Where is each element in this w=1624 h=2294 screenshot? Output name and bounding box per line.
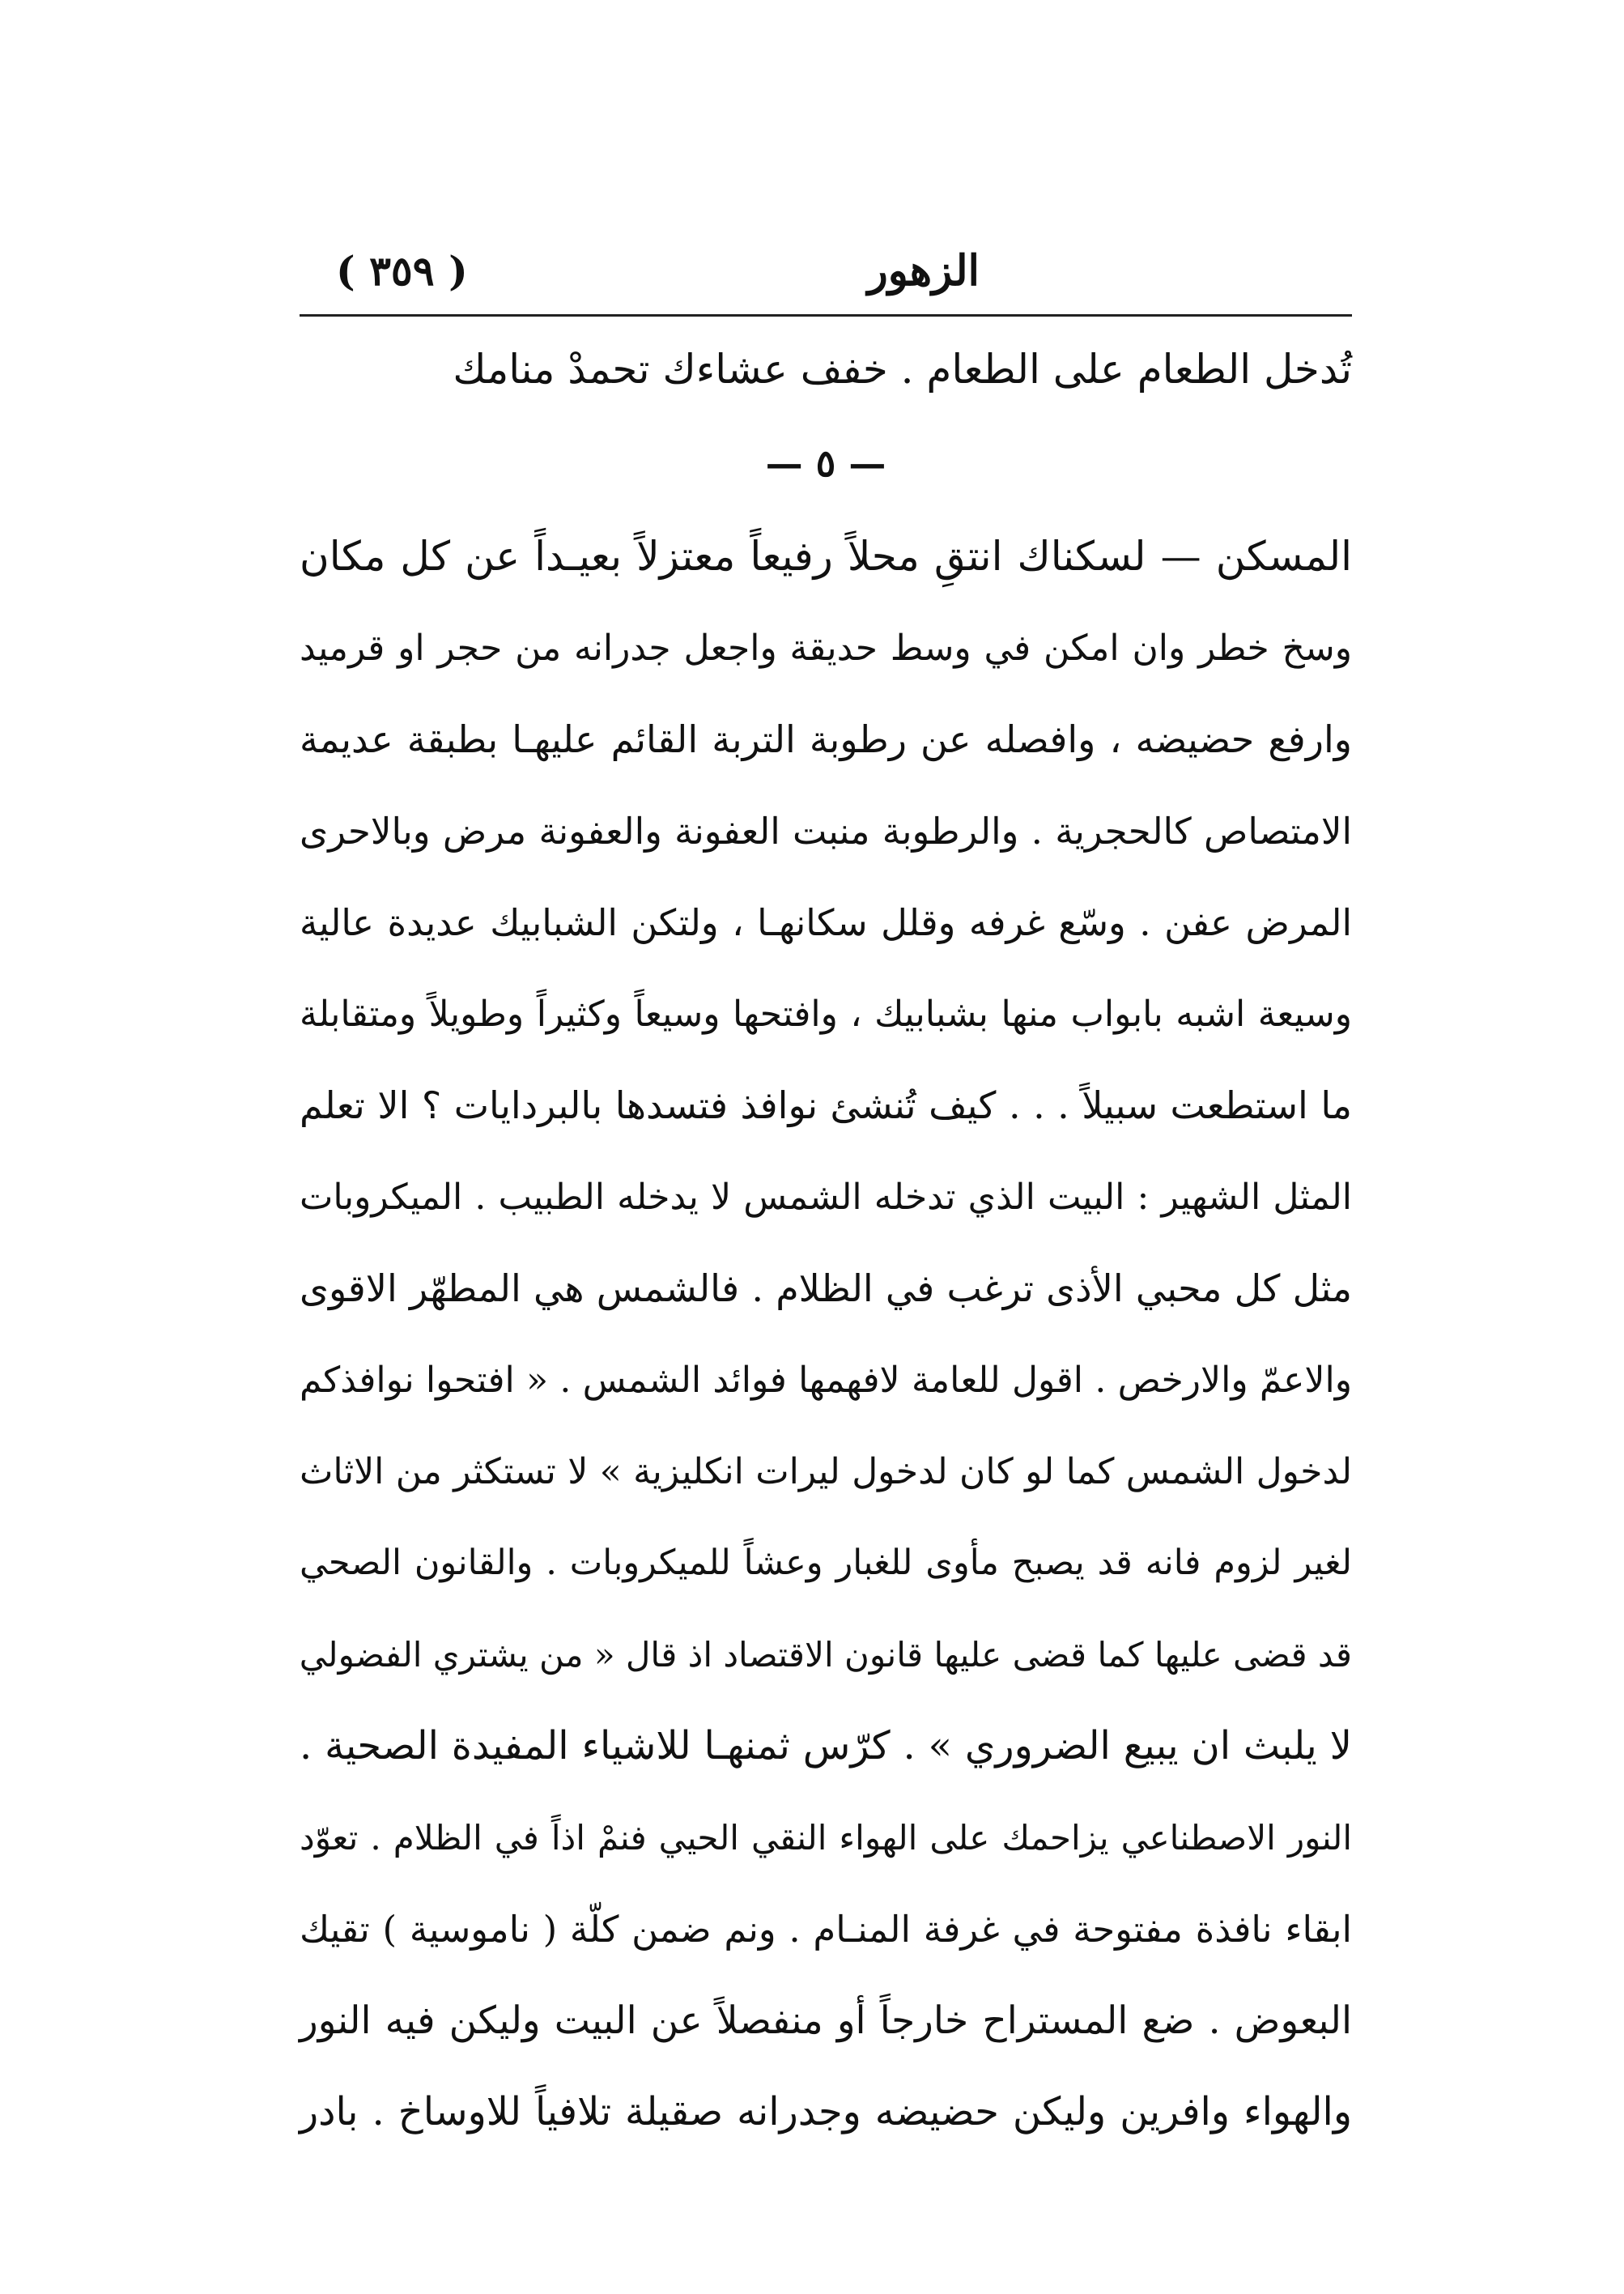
text-line: النور الاصطناعي يزاحمك على الهواء النقي الحيي فنمْ اذاً في الظلام . تعوّد: [300, 1818, 1352, 1858]
text-line: لدخول الشمس كما لو كان لدخول ليرات انكليزية » لا تستكثر من الاثاث: [300, 1451, 1352, 1492]
page-header: [300, 235, 1352, 308]
body-text: [300, 324, 1352, 2158]
text-line: ابقاء نافذة مفتوحة في غرفة المنـام . ونم ضمن كلّة ( ناموسية ) تقيك: [300, 1908, 1352, 1951]
text-line: المسكن — لسكناك انتقِ محلاً رفيعاً معتزلاً بعيـداً عن كل مكان: [300, 533, 1352, 580]
text-line: المثل الشهير : البيت الذي تدخله الشمس لا يدخله الطبيب . الميكروبات: [300, 1177, 1352, 1218]
text-line: والاعمّ والارخص . اقول للعامة لافهمها فوائد الشمس . « افتحوا نوافذكم: [300, 1360, 1352, 1401]
text-line: مثل كل محبي الأذى ترغب في الظلام . فالشمس هي المطهّر الاقوى: [300, 1266, 1352, 1310]
text-line: الامتصاص كالحجرية . والرطوبة منبت العفونة والعفونة مرض وبالاحرى: [300, 810, 1352, 853]
running-title: الزهور: [867, 246, 980, 296]
text-line: والهواء وافرين وليكن حضيضه وجدرانه صقيلة تلافياً للاوساخ . بادر: [300, 2089, 1352, 2134]
text-line: لا يلبث ان يبيع الضروري » . كرّس ثمنهـا للاشياء المفيدة الصحية .: [300, 1723, 1352, 1768]
section-number: — ٥ —: [765, 441, 886, 485]
text-line: البعوض . ضع المستراح خارجاً أو منفصلاً عن البيت وليكن فيه النور: [300, 1998, 1352, 2043]
text-line: قد قضى عليها كما قضى عليها قانون الاقتصاد اذ قال « من يشتري الفضولي: [299, 1635, 1352, 1675]
text-line: ما استطعت سبيلاً . . . كيف تُنشئ نوافذ فتسدها بالبردايات ؟ الا تعلم: [300, 1083, 1352, 1127]
text-line: وارفع حضيضه ، وافصله عن رطوبة التربة القائم عليهـا بطبقة عديمة: [300, 717, 1353, 761]
text-line: وسيعة اشبه بابواب منها بشبابيك ، وافتحها وسيعاً وكثيراً وطويلاً ومتقابلة: [300, 994, 1352, 1035]
header-rule: [300, 314, 1352, 317]
text-line: تُدخل الطعام على الطعام . خفف عشاءك تحمدْ منامك: [453, 346, 1352, 393]
page-number: ( ٣٥٩ ): [336, 247, 468, 295]
text-line: لغير لزوم فانه قد يصبح مأوى للغبار وعشاً للميكروبات . والقانون الصحي: [300, 1543, 1352, 1583]
text-line: المرض عفن . وسّع غرفه وقلل سكانهـا ، ولتكن الشبابيك عديدة عالية: [300, 901, 1352, 944]
text-line: وسخ خطر وان امكن في وسط حديقة واجعل جدرانه من حجر او قرميد: [300, 628, 1352, 669]
